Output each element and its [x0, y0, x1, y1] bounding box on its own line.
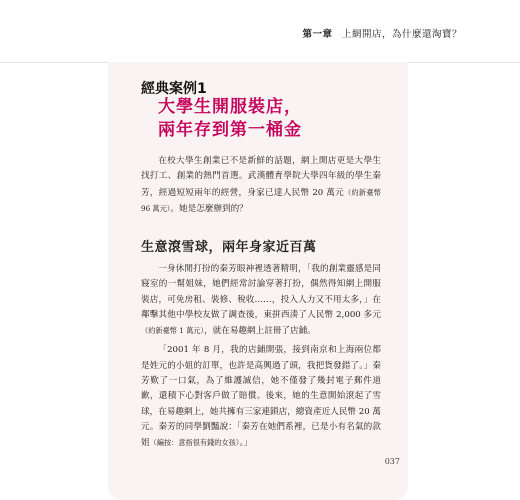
body-paragraph-1 [141, 262, 381, 339]
intro-text: 在校大學生創業已不是新鮮的話題，網上開店更是大學生找打工、創業的熱門首選。武漢體育學院大學四年級的學生秦芳，經過短短兩年的經營，身家已達人民幣 20 萬元 [141, 156, 381, 198]
para2-note: （編按：意指很有錢的女孩） [149, 438, 240, 448]
running-header [302, 26, 462, 40]
para1-end: ，就在易趣網上註冊了店鋪。 [204, 326, 316, 337]
page-header [0, 0, 520, 63]
para2-end: 。」 [239, 438, 253, 449]
body-paragraph-2 [141, 343, 381, 451]
para2-text: 「2001 年 8 月，我的店鋪開張，接到南京和上海兩位都是姓元的小姐的訂單，也許是高興過了頭，我把貨發錯了。」秦芳歎了一口氣，為了維護誠信，她不僅發了幾封電子郵件道歉，還積下心對客戶做了賠償。後來，她的生意開始滾起了雪球，在易趣網上，她共擁有三家連鎖店，總資產近人民幣 20 萬元。秦芳的同學劉豔說：「秦芳在她們系裡，已是小有名氣的款姐 [141, 345, 381, 449]
chapter-label: 第一章 [302, 29, 333, 40]
case-title [158, 96, 302, 142]
intro-block [141, 154, 381, 217]
section-heading: 生意滾雪球，兩年身家近百萬 [141, 240, 317, 255]
chapter-title: 上網開店，為什麼還淘寶？ [341, 29, 462, 40]
para1-text: 一身休閒打扮的秦芳眼神裡透著精明，「我的創業靈感是同寢室的一幫姐妹，她們經常討論穿著打扮，偶然得知網上開服裝店，可免房租、裝修、稅收……，投入人力又不用太多，」在鄰擊其他中學校友做了調查後，東拼西湊了人民幣 2,000 多元 [141, 264, 381, 320]
case-title-line-1: 大學生開服裝店， [158, 97, 302, 117]
intro-end: 。她是怎麼辦到的？ [170, 203, 248, 214]
intro-note: （約新臺幣 96 萬元） [141, 187, 381, 213]
case-title-line-2: 兩年存到第一桶金 [158, 120, 302, 140]
para1-note: （約新臺幣 1 萬元） [141, 326, 205, 336]
case-label: 經典案例1 [141, 81, 207, 97]
intro-paragraph [141, 154, 381, 217]
body-block [141, 262, 381, 452]
page-number: 037 [384, 457, 400, 466]
